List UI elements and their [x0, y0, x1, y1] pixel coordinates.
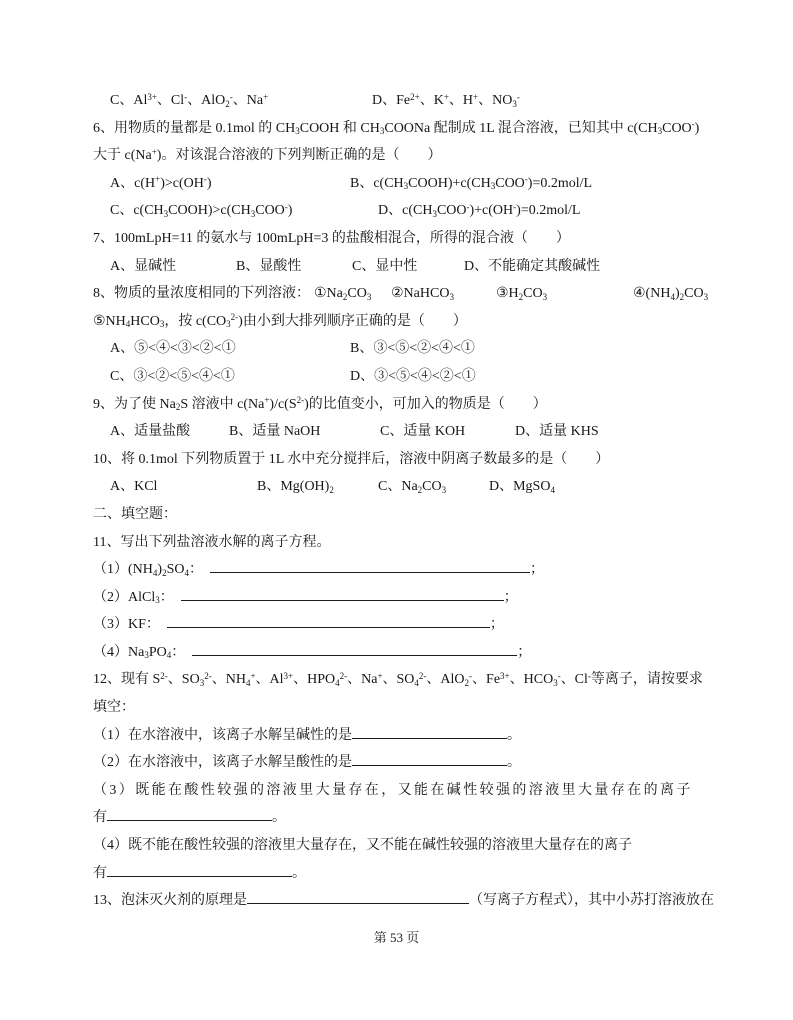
q12-item-1: [93, 722, 707, 750]
fill-in-blank: [181, 585, 504, 601]
text-segment: 12、现有 $S^{2-}$、$SO_3^{2-}$、$NH_4^+$、$Al^{3+}$、$HPO_4^{2-}$、Na+、$SO_4^{2-}$、AlO$_2$-、$Fe^{3+}$、$HCO_3^-$、Cl-等离子，请按要求: [93, 670, 703, 688]
text-segment: D、$c(CH_3COO^-)+c(OH^-)=0.2mol/L$: [378, 201, 581, 219]
q12-item-3: [93, 777, 707, 805]
text-segment: （2）在水溶液中，该离子水解呈酸性的是: [93, 755, 352, 771]
section-2-heading: [93, 501, 707, 529]
text-segment: D、$Fe^{2+}$、K+、H+、$NO_3^-$: [372, 91, 520, 109]
text-segment: 11、写出下列盐溶液水解的离子方程。: [93, 534, 331, 550]
text-segment: ②NaHCO$_3$: [391, 286, 454, 302]
q6-options-ab: [93, 170, 707, 198]
text-segment: 二、填空题：: [93, 506, 177, 522]
q12-stem-1: [93, 666, 707, 694]
text-segment: （4）既不能在酸性较强的溶液里大量存在，又不能在碱性较强的溶液里大量存在的离子: [93, 838, 632, 854]
text-segment: 。: [507, 755, 521, 771]
text-segment: $①Na_2CO_3$: [314, 286, 372, 302]
fill-in-blank: [192, 640, 517, 656]
text-segment: $(4)Na_3PO_4$：: [93, 644, 193, 661]
text-segment: ；: [529, 562, 544, 578]
text-segment: B、显酸性: [236, 258, 302, 274]
q12-item-4-blank: [93, 860, 707, 888]
q10-options: [93, 473, 707, 501]
text-segment: B、适量 NaOH: [229, 424, 321, 440]
text-segment: 填空：: [93, 700, 135, 716]
fill-in-blank: [210, 557, 530, 573]
text-segment: A、⑤<④<③<②<①: [110, 341, 236, 357]
q6-stem-1: [93, 115, 707, 143]
q8-options-cd: [93, 363, 707, 391]
q8-options-ab: [93, 335, 707, 363]
fill-in-blank: [107, 805, 272, 821]
text-segment: A、适量盐酸: [110, 424, 191, 440]
text-segment: A、c(H+)>c(OH-): [110, 174, 212, 191]
text-segment: （写离子方程式），其中小苏打溶液放在: [469, 893, 714, 909]
q5-options-cd: [93, 87, 707, 115]
text-segment: ；: [517, 644, 532, 660]
text-segment: 。: [292, 865, 306, 881]
text-segment: 。: [272, 810, 286, 826]
text-segment: $③H_2CO_3$: [496, 286, 548, 302]
q11-stem: [93, 529, 707, 557]
q12-item-3-blank: [93, 804, 707, 832]
text-segment: 有: [93, 865, 107, 881]
q12-item-2: [93, 749, 707, 777]
text-segment: A、KCl: [110, 479, 158, 495]
document-body: [93, 87, 714, 915]
text-segment: B、$Mg(OH)_2$: [257, 479, 334, 495]
text-segment: 有: [93, 810, 107, 826]
text-segment: 大于 c(Na+)。对该混合溶液的下列判断正确的是（ ）: [93, 146, 442, 164]
q12-stem-2: [93, 694, 707, 722]
q10-stem: [93, 446, 707, 474]
text-segment: D、MgSO$_4$: [489, 479, 555, 495]
fill-in-blank: [352, 750, 507, 766]
q9-options: [93, 418, 707, 446]
q9-stem: [93, 391, 707, 419]
text-segment: （3）KF：: [93, 617, 167, 633]
fill-in-blank: [352, 723, 507, 739]
q11-item-2: [93, 584, 707, 612]
q8-stem-2: [93, 308, 707, 336]
text-segment: （3）既能在酸性较强的溶液里大量存在，又能在碱性较强的溶液里大量存在的离子: [93, 782, 693, 798]
q6-stem-2: [93, 142, 707, 170]
text-segment: $(1)(NH_4)_2SO_4$：: [93, 562, 210, 578]
q7-options: [93, 253, 707, 281]
text-segment: 10、将 0.1mol 下列物质置于 1L 水中充分搅拌后，溶液中阴离子数最多的是（ ）: [93, 451, 610, 467]
text-segment: D、适量 KHS: [515, 424, 599, 440]
text-segment: D、③<⑤<④<②<①: [350, 368, 476, 384]
q12-item-4: [93, 832, 707, 860]
text-segment: D、不能确定其酸碱性: [464, 258, 601, 274]
text-segment: 9、为了使 $Na_2S$ 溶液中 $c(Na^+)/c(S^{2-})$的比值变小，可加入的物质是（ ）: [93, 395, 547, 413]
q11-item-4: [93, 639, 707, 667]
page-footer: 第 53 页: [373, 930, 420, 945]
text-segment: B、$c(CH_3COOH)+c(CH_3COO^-)=0.2mol/L$: [350, 174, 593, 192]
text-segment: $⑤NH_4HCO_3$，按 $c(CO_3^{2-})$由小到大排列顺序正确的是（ ）: [93, 312, 467, 330]
text-segment: 8、物质的量浓度相同的下列溶液：: [93, 286, 310, 302]
text-segment: 7、100mLpH=11 的氨水与 100mLpH=3 的盐酸相混合，所得的混合液（ ）: [93, 230, 570, 246]
text-segment: C、显中性: [352, 258, 418, 274]
text-segment: B、③<⑤<②<④<①: [350, 341, 475, 357]
text-segment: 6、用物质的量都是 0.1mol 的 $CH_3COOH$ 和 $CH_3COONa$ 配制成 1L 混合溶液，已知其中 $c(CH_3COO^-)$: [93, 119, 700, 137]
text-segment: A、显碱性: [110, 258, 177, 274]
q8-stem-1: [93, 280, 707, 308]
text-segment: ；: [503, 589, 518, 605]
q7-stem: [93, 225, 707, 253]
text-segment: C、$Na_2CO_3$: [378, 479, 447, 495]
fill-in-blank: [107, 861, 292, 877]
text-segment: 13、泡沫灭火剂的原理是: [93, 893, 247, 909]
text-segment: C、$c(CH_3COOH)>c(CH_3COO^-)$: [110, 201, 293, 219]
q11-item-1: [93, 556, 707, 584]
text-segment: C、③<②<⑤<④<①: [110, 368, 235, 384]
text-segment: C、适量 KOH: [380, 424, 466, 440]
text-segment: ；: [489, 617, 504, 633]
text-segment: （1）在水溶液中，该离子水解呈碱性的是: [93, 727, 352, 743]
text-segment: 。: [507, 727, 521, 743]
q6-options-cd: [93, 197, 707, 225]
text-segment: $④(NH_4)_2CO_3$: [633, 286, 709, 302]
q13-stem: [93, 887, 714, 915]
fill-in-blank: [247, 888, 469, 904]
q11-item-3: [93, 611, 707, 639]
fill-in-blank: [167, 612, 490, 628]
text-segment: （2）AlCl$_3$：: [93, 589, 181, 606]
text-segment: C、$Al^{3+}$、Cl-、AlO$_2$-、Na+: [110, 91, 269, 109]
